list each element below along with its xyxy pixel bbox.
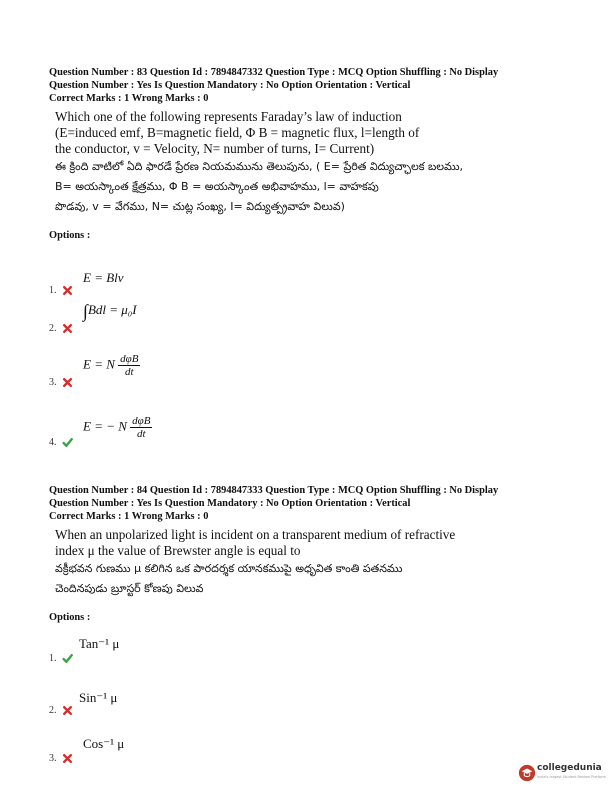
question-header-line: Question Number : Yes Is Question Mandatory : No Option Orientation : Vertical — [49, 498, 411, 509]
stem-english-line: Which one of the following represents Faraday’s law of induction — [55, 109, 402, 124]
check-icon — [62, 437, 73, 448]
question-header-line: Question Number : 84 Question Id : 7894847333 Question Type : MCQ Option Shuffling : No Display — [49, 485, 499, 496]
fraction-denominator: dt — [125, 366, 134, 378]
option-number: 4. — [49, 437, 57, 448]
option-2-formula — [83, 301, 137, 322]
stem-english-line: (E=induced emf, B=magnetic field, Φ B = magnetic flux, l=length of — [55, 125, 420, 140]
option-1-formula: E = Blv — [83, 270, 124, 285]
fraction-numerator: dφB — [120, 353, 139, 365]
option-3[interactable] — [49, 346, 349, 388]
options-label: Options : — [49, 612, 91, 623]
option-number: 1. — [49, 653, 57, 664]
question-83 — [49, 66, 589, 217]
logo-subtitle: India's largest Student Review Platform — [537, 775, 606, 779]
option-number: 1. — [49, 285, 57, 296]
question-stem — [49, 109, 589, 217]
marks-line: Correct Marks : 1 Wrong Marks : 0 — [49, 511, 209, 522]
cross-icon — [62, 377, 73, 388]
question-stem — [49, 527, 589, 599]
logo-text: collegedunia — [537, 763, 602, 773]
stem-telugu-line: ఈ క్రింది వాటిలో ఏది ఫారడే ప్రేరణ నియమమును తెలుపును, ( E= ప్రేరిత విద్యుచ్ఛాలక బలము, — [55, 160, 463, 173]
stem-english-line: index μ the value of Brewster angle is equal to — [55, 543, 301, 558]
options-label: Options : — [49, 230, 91, 241]
stem-telugu-line: చెందినపుడు బ్రూస్టర్ కోణపు విలువ — [55, 582, 204, 595]
cross-icon — [62, 323, 73, 334]
option-number: 3. — [49, 753, 57, 764]
option-2[interactable] — [49, 682, 349, 716]
option-2[interactable] — [49, 298, 349, 334]
stem-english-line: When an unpolarized light is incident on a transparent medium of refractive — [55, 527, 456, 542]
fraction — [130, 415, 152, 440]
fraction-denominator: dt — [137, 428, 146, 440]
option-number: 3. — [49, 377, 57, 388]
stem-telugu-line: B= అయస్కాంత క్షేత్రము, Φ B = అయస్కాంత అభివాహము, l= వాహకపు — [55, 180, 379, 193]
collegedunia-logo — [518, 759, 608, 787]
cross-icon — [62, 753, 73, 764]
option-2-formula: Sin⁻¹ μ — [79, 690, 118, 705]
option-3-lhs: E = N — [83, 356, 115, 372]
fraction-numerator: dφB — [132, 415, 151, 427]
option-number: 2. — [49, 323, 57, 334]
stem-english-line: the conductor, v = Velocity, N= number of turns, I= Current) — [55, 141, 375, 156]
option-1[interactable] — [49, 260, 349, 296]
option-4[interactable] — [49, 406, 349, 448]
stem-telugu-line: పొడవు, v = వేగము, N= చుట్ల సంఖ్య, I= విద్యుత్ప్రవాహ విలువ) — [55, 200, 345, 213]
option-4-lhs: E = − N — [83, 418, 127, 434]
marks-line: Correct Marks : 1 Wrong Marks : 0 — [49, 93, 209, 104]
option-2-text: Bdl = μ₀I — [87, 302, 137, 317]
check-icon — [62, 653, 73, 664]
options-83 — [49, 230, 589, 450]
option-3-formula — [83, 353, 140, 378]
cross-icon — [62, 705, 73, 716]
option-1[interactable] — [49, 630, 349, 664]
stem-telugu-line: వక్రీభవన గుణము μ కలిగిన ఒక పారదర్శక యానకముపై అధృవిత కాంతి పతనము — [55, 562, 403, 575]
question-header-line: Question Number : 83 Question Id : 7894847332 Question Type : MCQ Option Shuffling : No Display — [49, 67, 499, 78]
option-number: 2. — [49, 705, 57, 716]
option-4-formula — [83, 415, 152, 440]
question-84 — [49, 484, 589, 599]
option-3-formula: Cos⁻¹ μ — [83, 736, 125, 751]
fraction — [118, 353, 140, 378]
option-3[interactable] — [49, 730, 349, 764]
options-84 — [49, 612, 589, 762]
graduate-icon — [518, 763, 536, 783]
cross-icon — [62, 285, 73, 296]
integral-sign: ∫ — [83, 301, 88, 321]
option-1-formula: Tan⁻¹ μ — [79, 636, 120, 651]
question-header-line: Question Number : Yes Is Question Mandatory : No Option Orientation : Vertical — [49, 80, 411, 91]
